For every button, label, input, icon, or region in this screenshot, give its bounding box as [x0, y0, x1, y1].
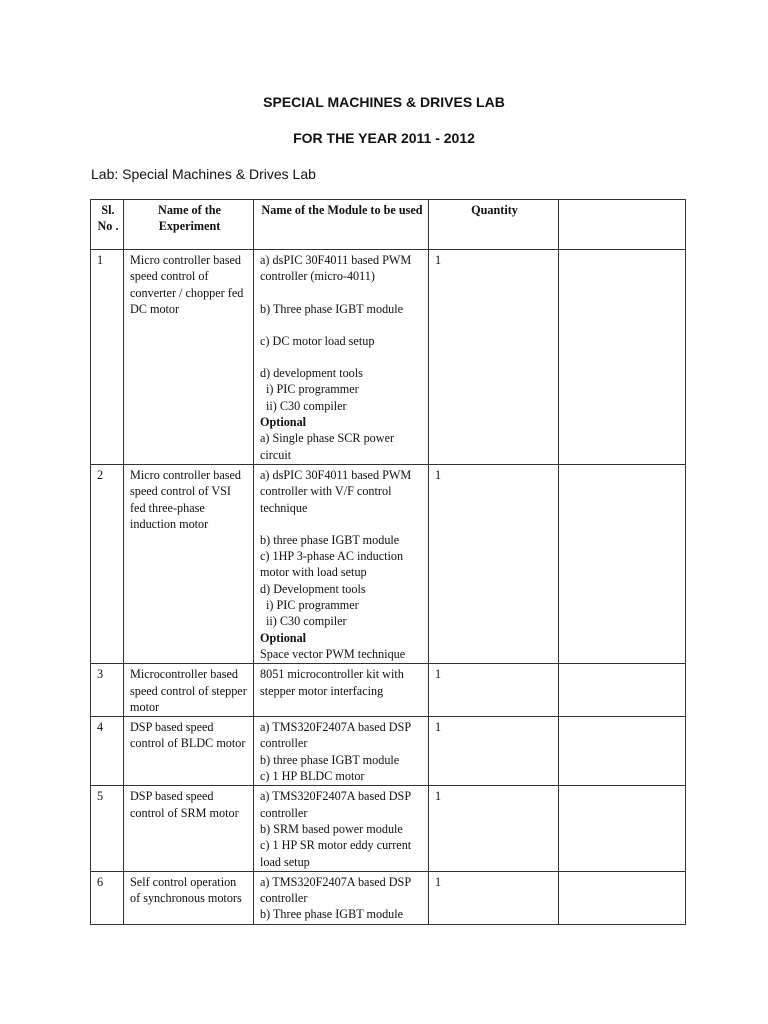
module-subitem: i) PIC programmer [266, 598, 359, 613]
row-experiment: DSP based speed control of BLDC motor [124, 717, 254, 786]
module-item: d) development tools [260, 366, 363, 381]
module-item: b) three phase IGBT module [260, 752, 400, 767]
header-experiment: Name of the Experiment [124, 200, 254, 250]
header-extra [559, 200, 686, 250]
module-item: b) Three phase IGBT module [260, 907, 404, 922]
module-item: 8051 microcontroller kit with stepper motor interfacing [260, 667, 404, 698]
module-item: c) 1HP 3-phase AC induction motor with load setup [260, 549, 404, 580]
module-item: d) Development tools [260, 581, 366, 596]
row-extra [559, 786, 686, 871]
row-sl-no: 5 [91, 786, 124, 871]
row-module [254, 464, 429, 663]
table-row [91, 464, 686, 663]
optional-label: Optional [260, 415, 307, 430]
module-item: a) dsPIC 30F4011 based PWM controller with V/F control technique [260, 467, 412, 515]
document-year: FOR THE YEAR 2011 - 2012 [293, 130, 475, 146]
row-extra [559, 250, 686, 465]
row-extra [559, 664, 686, 717]
header-module: Name of the Module to be used [254, 200, 429, 250]
module-item: b) Three phase IGBT module [260, 301, 404, 316]
optional-label: Optional [260, 630, 307, 645]
row-quantity: 1 [429, 786, 559, 871]
row-module [254, 871, 429, 924]
module-subitem: i) PIC programmer [266, 382, 359, 397]
row-sl-no: 1 [91, 250, 124, 465]
row-module [254, 250, 429, 465]
row-module [254, 664, 429, 717]
module-item: c) 1 HP BLDC motor [260, 769, 365, 784]
module-item: c) DC motor load setup [260, 333, 375, 348]
row-module [254, 717, 429, 786]
header-sl-no: Sl. No . [91, 200, 124, 250]
row-quantity: 1 [429, 871, 559, 924]
row-experiment: Micro controller based speed control of VSI fed three-phase induction motor [124, 464, 254, 663]
row-sl-no: 2 [91, 464, 124, 663]
table-row [91, 250, 686, 465]
table-row [91, 786, 686, 871]
module-item: a) TMS320F2407A based DSP controller [260, 874, 411, 906]
row-experiment: Microcontroller based speed control of stepper motor [124, 664, 254, 717]
row-extra [559, 464, 686, 663]
lab-name: Lab: Special Machines & Drives Lab [91, 166, 316, 182]
module-item: b) three phase IGBT module [260, 532, 400, 547]
row-experiment: DSP based speed control of SRM motor [124, 786, 254, 871]
module-item: b) SRM based power module [260, 821, 403, 836]
module-item: a) dsPIC 30F4011 based PWM controller (micro-4011) [260, 253, 412, 284]
header-quantity: Quantity [429, 200, 559, 250]
row-quantity: 1 [429, 717, 559, 786]
optional-item: a) Single phase SCR power circuit [260, 431, 395, 462]
row-extra [559, 871, 686, 924]
document-title: SPECIAL MACHINES & DRIVES LAB [263, 94, 505, 110]
module-item: a) TMS320F2407A based DSP controller [260, 720, 411, 751]
row-sl-no: 3 [91, 664, 124, 717]
module-subitem: ii) C30 compiler [266, 614, 347, 629]
module-subitem: ii) C30 compiler [266, 398, 347, 413]
row-sl-no: 4 [91, 717, 124, 786]
row-experiment: Self control operation of synchronous motors [124, 871, 254, 924]
row-experiment: Micro controller based speed control of converter / chopper fed DC motor [124, 250, 254, 465]
table-header-row [91, 200, 686, 250]
module-item: a) TMS320F2407A based DSP controller [260, 789, 411, 820]
row-sl-no: 6 [91, 871, 124, 924]
optional-item: Space vector PWM technique [260, 646, 406, 661]
row-quantity: 1 [429, 464, 559, 663]
row-extra [559, 717, 686, 786]
table-row [91, 664, 686, 717]
table-row [91, 717, 686, 786]
table-row [91, 871, 686, 924]
row-quantity: 1 [429, 250, 559, 465]
row-quantity: 1 [429, 664, 559, 717]
equipment-table [90, 199, 686, 925]
row-module [254, 786, 429, 871]
module-item: c) 1 HP SR motor eddy current load setup [260, 838, 412, 869]
